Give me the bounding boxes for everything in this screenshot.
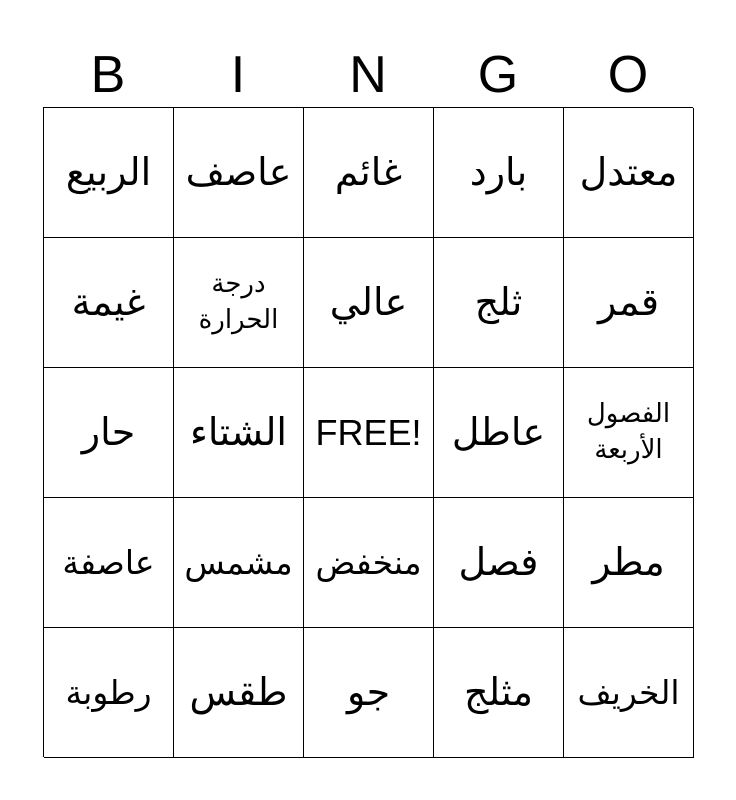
bingo-cell-r2-c2[interactable]: درجة الحرارة — [174, 238, 304, 368]
bingo-cell-r2-c3[interactable]: عالي — [304, 238, 434, 368]
bingo-cell-r5-c4[interactable]: مثلج — [434, 628, 564, 758]
bingo-cell-r4-c1[interactable]: عاصفة — [44, 498, 174, 628]
header-letter-g: G — [477, 46, 519, 104]
bingo-header — [43, 42, 693, 108]
header-letter-i: I — [230, 46, 246, 104]
header-letter-b: B — [90, 46, 126, 104]
bingo-cell-r1-c4[interactable]: بارد — [434, 108, 564, 238]
header-letter-o: O — [607, 46, 649, 104]
bingo-cell-r3-c4[interactable]: عاطل — [434, 368, 564, 498]
bingo-cell-r2-c5[interactable]: قمر — [564, 238, 694, 368]
bingo-cell-r4-c2[interactable]: مشمس — [174, 498, 304, 628]
bingo-cell-r4-c3[interactable]: منخفض — [304, 498, 434, 628]
bingo-cell-r1-c5[interactable]: معتدل — [564, 108, 694, 238]
bingo-cell-r2-c4[interactable]: ثلج — [434, 238, 564, 368]
bingo-cell-r1-c2[interactable]: عاصف — [174, 108, 304, 238]
bingo-cell-r4-c4[interactable]: فصل — [434, 498, 564, 628]
bingo-cell-r3-c2[interactable]: الشتاء — [174, 368, 304, 498]
bingo-cell-r2-c1[interactable]: غيمة — [44, 238, 174, 368]
header-letter-n: N — [349, 46, 387, 104]
bingo-cell-r5-c5[interactable]: الخريف — [564, 628, 694, 758]
bingo-cell-r3-c1[interactable]: حار — [44, 368, 174, 498]
bingo-cell-r5-c3[interactable]: جو — [304, 628, 434, 758]
bingo-grid — [43, 107, 693, 757]
bingo-cell-r3-c5[interactable]: الفصول الأربعة — [564, 368, 694, 498]
bingo-cell-r4-c5[interactable]: مطر — [564, 498, 694, 628]
bingo-free-space[interactable]: FREE! — [304, 368, 434, 498]
bingo-cell-r5-c2[interactable]: طقس — [174, 628, 304, 758]
bingo-cell-r5-c1[interactable]: رطوبة — [44, 628, 174, 758]
bingo-cell-r1-c3[interactable]: غائم — [304, 108, 434, 238]
bingo-cell-r1-c1[interactable]: الربيع — [44, 108, 174, 238]
